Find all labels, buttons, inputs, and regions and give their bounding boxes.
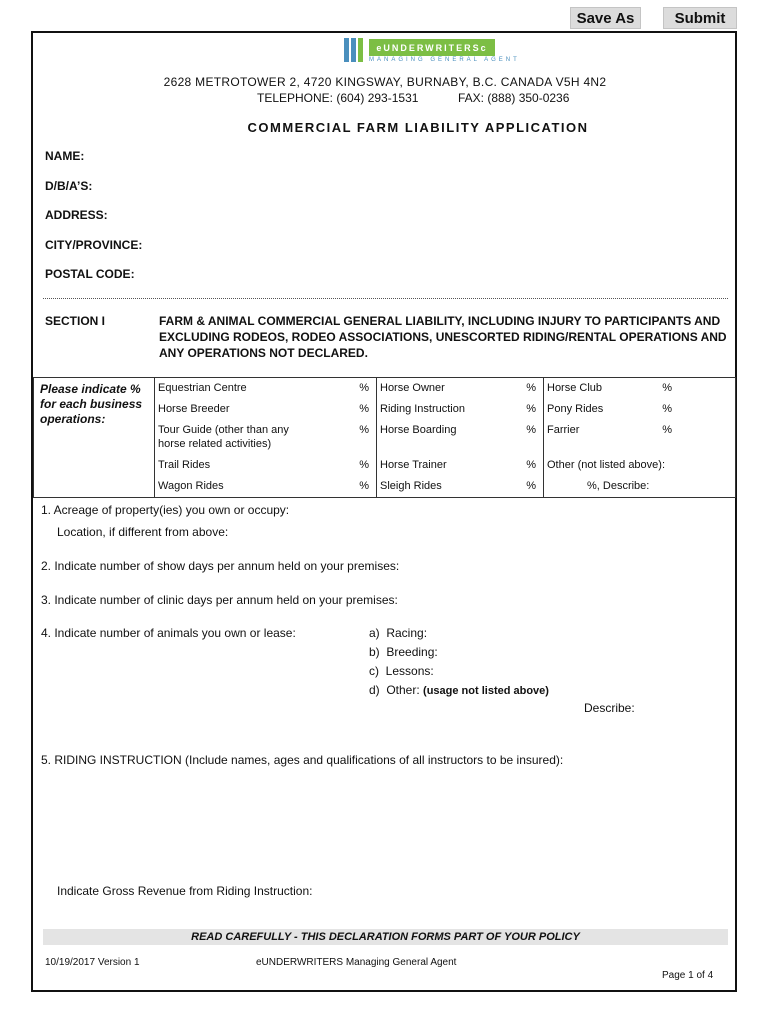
footer-date-version: 10/19/2017 Version 1 [45,957,140,968]
company-logo [344,38,520,63]
logo-subtitle: MANAGING GENERAL AGENT [369,57,520,63]
divider [43,298,728,299]
operation-sleigh-rides[interactable]: Sleigh Rides % [380,480,536,492]
question-2-show-days: 2. Indicate number of show days per annum held on your premises: [41,559,400,573]
operation-horse-club[interactable]: Horse Club % [547,382,672,394]
operation-tour-guide[interactable]: Tour Guide (other than any horse related activities) % [158,424,369,450]
company-address: 2628 METROTOWER 2, 4720 KINGSWAY, BURNABY, B.C. CANADA V5H 4N2 [163,75,607,89]
operation-horse-boarding[interactable]: Horse Boarding % [380,424,536,436]
city-province-field-label: CITY/PROVINCE: [45,238,143,252]
q4-breeding[interactable]: b) Breeding: [369,645,438,659]
page-title: COMMERCIAL FARM LIABILITY APPLICATION [247,120,589,135]
dba-field-label: D/B/A’S: [45,179,93,193]
q4-describe[interactable]: Describe: [584,701,635,715]
submit-button[interactable]: Submit [663,7,737,29]
company-telephone: TELEPHONE: (604) 293-1531 [257,91,419,105]
postal-code-field-label: POSTAL CODE: [45,267,135,281]
name-field-label: NAME: [45,149,85,163]
operations-header: Please indicate % for each business operations: [34,378,155,498]
footer-page-number: Page 1 of 4 [662,970,714,981]
operation-horse-owner[interactable]: Horse Owner % [380,382,536,394]
question-3-clinic-days: 3. Indicate number of clinic days per annum held on your premises: [41,593,398,607]
q4-lessons[interactable]: c) Lessons: [369,664,434,678]
question-1-acreage: 1. Acreage of property(ies) you own or occupy: [41,503,290,517]
question-4-animals: 4. Indicate number of animals you own or lease: [41,626,296,640]
logo-text: eUNDERWRITERSc [369,39,495,56]
q4-other[interactable]: d) Other: (usage not listed above) [369,683,549,697]
operation-other-describe[interactable]: %, Describe: [587,480,650,492]
question-1-location: Location, if different from above: [57,525,229,539]
save-as-button[interactable]: Save As [570,7,641,29]
operation-pony-rides[interactable]: Pony Rides % [547,403,672,415]
declaration-banner: READ CAREFULLY - THIS DECLARATION FORMS PART OF YOUR POLICY [43,929,728,945]
operation-trail-rides[interactable]: Trail Rides % [158,459,369,471]
gross-revenue-label: Indicate Gross Revenue from Riding Instruction: [57,884,313,898]
operation-equestrian-centre[interactable]: Equestrian Centre % [158,382,369,394]
operation-horse-breeder[interactable]: Horse Breeder % [158,403,369,415]
operation-wagon-rides[interactable]: Wagon Rides % [158,480,369,492]
q4-racing[interactable]: a) Racing: [369,626,428,640]
operation-horse-trainer[interactable]: Horse Trainer % [380,459,536,471]
address-field-label: ADDRESS: [45,208,108,222]
business-operations-table [33,377,736,498]
operation-riding-instruction[interactable]: Riding Instruction % [380,403,536,415]
footer-agent: eUNDERWRITERS Managing General Agent [256,957,457,968]
operation-other-label: Other (not listed above): [547,459,666,471]
section-description: FARM & ANIMAL COMMERCIAL GENERAL LIABILITY, INCLUDING INJURY TO PARTICIPANTS AND EXCLUDING RODEOS, RODEO ASSOCIATIONS, UNESCORTED RIDING/RENTAL OPERATIONS AND ANY OPERATIONS NOT DECLARED. [159,314,727,360]
company-fax: FAX: (888) 350-0236 [458,91,570,105]
question-5-riding-instruction: 5. RIDING INSTRUCTION (Include names, ages and qualifications of all instructors to be insured): [41,753,564,767]
section-label: SECTION I [45,314,106,328]
operation-farrier[interactable]: Farrier % [547,424,672,436]
